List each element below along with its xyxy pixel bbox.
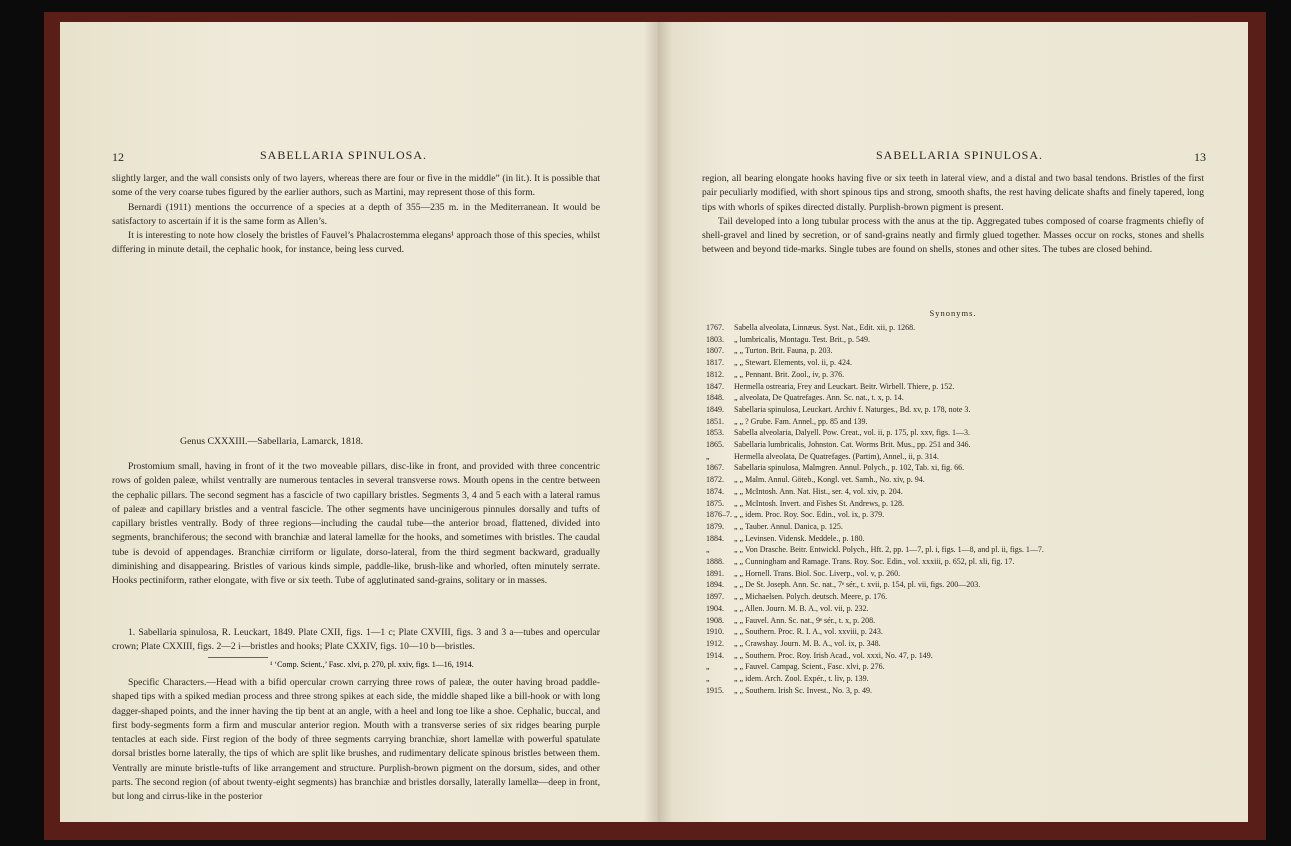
left-page: [60, 22, 658, 822]
synonym-text: „ „ Pennant. Brit. Zool., iv, p. 376.: [734, 369, 845, 379]
synonym-year: 1876–7.: [706, 510, 732, 520]
synonym-entry: [706, 568, 1206, 580]
synonym-text: „ „ Fauvel. Ann. Sc. nat., 9ᵉ sér., t. x, p. 208.: [734, 615, 876, 625]
synonym-text: „ „ Turton. Brit. Fauna, p. 203.: [734, 346, 833, 356]
synonym-text: „ „ Cunningham and Ramage. Trans. Roy. Soc. Edin., vol. xxxiii, p. 652, pl. xli, fig. 17.: [734, 557, 1015, 567]
synonym-year: 1848.: [706, 393, 724, 403]
synonym-year: 1872.: [706, 475, 724, 485]
synonym-entry: [706, 661, 1206, 673]
synonym-entry: [706, 626, 1206, 638]
synonym-year: 1865.: [706, 440, 724, 450]
synonym-text: „ „ Allen. Journ. M. B. A., vol. vii, p. 232.: [734, 603, 869, 613]
synonym-entry: [706, 334, 1206, 346]
continuation-text: [702, 172, 1204, 258]
synonym-entry: [706, 556, 1206, 568]
synonym-text: „ „ Fauvel. Campag. Scient., Fasc. xlvi, p. 276.: [734, 662, 885, 672]
synonym-year: 1807.: [706, 346, 724, 356]
synonym-text: „ „ Stewart. Elements, vol. ii, p. 424.: [734, 358, 852, 368]
synonym-year: 1867.: [706, 463, 724, 473]
synonym-entry: [706, 357, 1206, 369]
genus-description: [112, 460, 600, 589]
book-gutter: [644, 22, 672, 822]
synonyms-title: Synonyms.: [929, 308, 977, 318]
synonym-text: „ „ Levinsen. Vidensk. Meddele., p. 180.: [734, 533, 865, 543]
synonym-text: „ „ idem. Proc. Roy. Soc. Edin., vol. ix, p. 379.: [734, 510, 885, 520]
species-heading-block: [112, 626, 600, 655]
synonym-year: 1851.: [706, 416, 724, 426]
synonym-text: Hermella ostrearia, Frey and Leuckart. Beitr. Wirbell. Thiere, p. 152.: [734, 381, 955, 391]
synonym-year: „: [706, 451, 710, 461]
synonym-text: Sabellaria spinulosa, Malmgren. Annul. Polych., p. 102, Tab. xi, fig. 66.: [734, 463, 965, 473]
synonym-entry: [706, 533, 1206, 545]
synonym-text: „ „ Southern. Proc. Roy. Irish Acad., vol. xxxi, No. 47, p. 149.: [734, 650, 933, 660]
synonym-entry: [706, 544, 1206, 556]
synonym-year: 1897.: [706, 592, 724, 602]
intro-paragraph: Bernardi (1911) mentions the occurrence of a species at a depth of 355—235 m. in the Mediterranean. It would be satisfactory to ascertain if it is the same form as Allen’s.: [112, 201, 600, 227]
synonym-text: „ „ Southern. Proc. R. I. A., vol. xxviii, p. 243.: [734, 627, 883, 637]
synonym-year: 1908.: [706, 615, 724, 625]
synonym-entry: [706, 685, 1206, 697]
synonym-entry: [706, 404, 1206, 416]
synonym-year: 1875.: [706, 498, 724, 508]
synonym-text: „ „ McIntosh. Ann. Nat. Hist., ser. 4, vol. xiv, p. 204.: [734, 486, 903, 496]
synonym-text: Sabellaria lumbricalis, Johnston. Cat. Worms Brit. Mus., pp. 251 and 346.: [734, 440, 971, 450]
synonym-entry: [706, 427, 1206, 439]
synonym-entry: [706, 345, 1206, 357]
page-number-left: 12: [112, 150, 124, 164]
page-number-right: 13: [1194, 150, 1206, 164]
synonym-text: „ „ Crawshay. Journ. M. B. A., vol. ix, p. 348.: [734, 638, 881, 648]
synonym-year: 1915.: [706, 685, 724, 695]
synonym-text: „ „ Tauber. Annul. Danica, p. 125.: [734, 521, 843, 531]
synonym-year: 1847.: [706, 381, 724, 391]
synonym-year: 1894.: [706, 580, 724, 590]
synonym-entry: [706, 462, 1206, 474]
running-head-right: SABELLARIA SPINULOSA.: [876, 148, 1044, 162]
synonym-year: 1912.: [706, 638, 724, 648]
synonym-text: „ „ Malm. Annul. Göteb., Kongl. vet. Samh., No. xiv, p. 94.: [734, 475, 925, 485]
synonym-entry: [706, 603, 1206, 615]
synonym-text: „ „ McIntosh. Invert. and Fishes St. Andrews, p. 128.: [734, 498, 904, 508]
synonym-year: 1767.: [706, 323, 724, 332]
synonym-year: 1803.: [706, 334, 724, 344]
synonym-entry: [706, 486, 1206, 498]
synonym-entry: [706, 474, 1206, 486]
synonym-year: 1849.: [706, 404, 724, 414]
continuation-paragraph: Tail developed into a long tubular process with the anus at the tip. Aggregated tubes composed of coarse fragments chiefly of shell-gravel and lined by secretion, or of sand-grains neatly and firmly glued together. Masses occur on rocks, stones and shells between and beyond tide-marks. Single tubes are found on shells, stones and other sites. The tubes are closed behind.: [702, 215, 1204, 256]
synonym-entry: [706, 591, 1206, 603]
synonym-text: „ „ Southern. Irish Sc. Invest., No. 3, p. 49.: [734, 685, 872, 695]
synonym-year: „: [706, 545, 710, 555]
footnote: ¹ ‘Comp. Scient.,’ Fasc. xlvi, p. 270, pl. xxiv, figs. 1—16, 1914.: [270, 660, 474, 669]
synonym-text: Sabellaria spinulosa, Leuckart. Archiv f. Naturges., Bd. xv, p. 178, note 3.: [734, 404, 971, 414]
synonyms-list: [706, 322, 1206, 697]
synonym-year: „: [706, 674, 710, 684]
synonym-year: 1904.: [706, 603, 724, 613]
synonym-text: „ „ ? Grube. Fam. Annel., pp. 85 and 139.: [734, 416, 868, 426]
synonym-year: 1910.: [706, 627, 724, 637]
synonym-year: 1914.: [706, 650, 724, 660]
synonym-entry: [706, 392, 1206, 404]
synonym-entry: [706, 615, 1206, 627]
synonym-year: „: [706, 662, 710, 672]
synonym-text: Hermella alveolata, De Quatrefages. (Partim), Annel., ii, p. 314.: [734, 451, 939, 461]
footnote-rule: [208, 657, 268, 658]
synonym-year: 1853.: [706, 428, 724, 438]
specific-characters: Specific Characters.—Head with a bifid opercular crown carrying three rows of paleæ, the outer having broad paddle-shaped tips with a spiked median process and three strong spikes at each side, the middle shaped like a bill-hook or with long dagger-shaped points, and the inner having the tip bent at an angle, with a heel and long toe like a shoe. Cephalic, buccal, and first body-segments form a firm and muscular anterior region. Mouth with a transverse series of six ridges bearing purple tentacles at each side. First region of the body of three segments carrying branchiæ, short lamellæ with powerful spatulate dorsal bristles borne laterally, the tips of which are split like brushes, and rudimentary delicate spinous bristles between them. Ventrally are minute bristle-tufts of like arrangement and structure. Purplish-brown pigment on the dorsum, sides, and other parts. The second region (of about twenty-eight segments) has branchiæ and bristles dorsally, laterally lamellæ—deep in front, but long and cirrus-like in the posterior: [112, 677, 600, 803]
synonym-text: „ lumbricalis, Montagu. Test. Brit., p. 549.: [734, 334, 870, 344]
genus-heading: Genus CXXXIII.—Sabellaria, Lamarck, 1818.: [180, 436, 364, 447]
synonym-text: „ „ De St. Joseph. Ann. Sc. nat., 7ᵉ sér., t. xvii, p. 154, pl. vii, figs. 200—203.: [734, 580, 981, 590]
genus-paragraph: Prostomium small, having in front of it the two moveable pillars, disc-like in front, and provided with three concentric rows of golden paleæ, whilst ventrally are numerous tentacles in several transverse rows. Mouth opens in the centre between the cephalic pillars. The second segment has a fascicle of two capillary bristles. Segments 3, 4 and 5 each with a lateral ramus of paleæ and capillary bristles and a ventral fascicle. The other segments have uncinigerous pinnules dorsally and tufts of capillary bristles ventrally. Body of three regions—including the caudal tube—the anterior broad, flattened, divided into segments, branchiferous; the second with branchiæ and lateral lamellæ for the hooks, and sometimes with bristles. The caudal tube is devoid of appendages. Branchiæ cirriform or ligulate, dorso-lateral, from the third segment backward, gradually diminishing and disappearing. Bristles of various kinds simple, paddle-like, brush-like and whorled, often minutely serrate. Hooks pectiniform, rather elongate, with five or six teeth. Tube of agglutinated sand-grains, solitary or in masses.: [112, 461, 600, 587]
species-heading: 1. Sabellaria spinulosa, R. Leuckart, 1849. Plate CXII, figs. 1—1 c; Plate CXVIII, figs. 3 and 3 a—tubes and opercular crown; Plate CXXIII, figs. 2—2 i—bristles and hooks; Plate CXXIV, figs. 10—10 b—bristles.: [112, 627, 600, 653]
synonym-entry: [706, 638, 1206, 650]
intro-text: [112, 172, 600, 258]
right-page: [658, 22, 1248, 822]
intro-paragraph: It is interesting to note how closely the bristles of Fauvel’s Phalacrostemma elegans¹ approach those of this species, whilst differing in minute detail, the cephalic hook, for instance, being less curved.: [112, 230, 600, 256]
synonym-year: 1812.: [706, 369, 724, 379]
intro-paragraph: slightly larger, and the wall consists only of two layers, whereas there are four or five in the middle” (in lit.). It is possible that some of the very coarse tubes figured by the earlier authors, such as Martini, may represent those of this form.: [112, 173, 600, 199]
synonym-entry: [706, 521, 1206, 533]
synonym-text: „ alveolata, De Quatrefages. Ann. Sc. nat., t. x, p. 14.: [734, 393, 904, 403]
synonym-entry: [706, 579, 1206, 591]
synonym-text: „ „ Michaelsen. Polych. deutsch. Meere, p. 176.: [734, 592, 888, 602]
synonym-text: „ „ Von Drasche. Beitr. Entwickl. Polych., Hft. 2, pp. 1—7, pl. i, figs. 1—8, and pl. ii, figs. 1—7.: [734, 545, 1044, 555]
synonym-entry: [706, 369, 1206, 381]
synonym-entry: [706, 381, 1206, 393]
synonym-year: 1879.: [706, 521, 724, 531]
synonym-entry: [706, 498, 1206, 510]
synonym-year: 1874.: [706, 486, 724, 496]
synonym-entry: [706, 322, 1206, 334]
synonym-year: 1888.: [706, 557, 724, 567]
synonym-year: 1891.: [706, 568, 724, 578]
synonym-year: 1817.: [706, 358, 724, 368]
synonym-entry: [706, 650, 1206, 662]
synonym-entry: [706, 439, 1206, 451]
running-head-left: SABELLARIA SPINULOSA.: [260, 148, 428, 162]
synonym-text: „ „ idem. Arch. Zool. Expér., t. liv, p. 139.: [734, 674, 869, 684]
synonym-text: Sabella alveolata, Linnæus. Syst. Nat., Edit. xii, p. 1268.: [734, 323, 916, 332]
synonym-entry: [706, 509, 1206, 521]
synonym-text: „ „ Hornell. Trans. Biol. Soc. Liverp., vol. v, p. 260.: [734, 568, 901, 578]
synonym-entry: [706, 451, 1206, 463]
specific-characters-block: [112, 676, 600, 805]
synonym-year: 1884.: [706, 533, 724, 543]
synonym-entry: [706, 673, 1206, 685]
synonym-text: Sabella alveolaria, Dalyell. Pow. Creat., vol. ii, p. 175, pl. xxv, figs. 1—3.: [734, 428, 971, 438]
continuation-paragraph: region, all bearing elongate hooks having five or six teeth in lateral view, and a distal and two basal tendons. Bristles of the first pair peculiarly modified, with short spinous tips and strong, smooth shafts, the rest having delicate shafts and finely tapered, long tips with whorls of spikes directed distally. Purplish-brown pigment is present.: [702, 173, 1204, 213]
synonym-entry: [706, 416, 1206, 428]
